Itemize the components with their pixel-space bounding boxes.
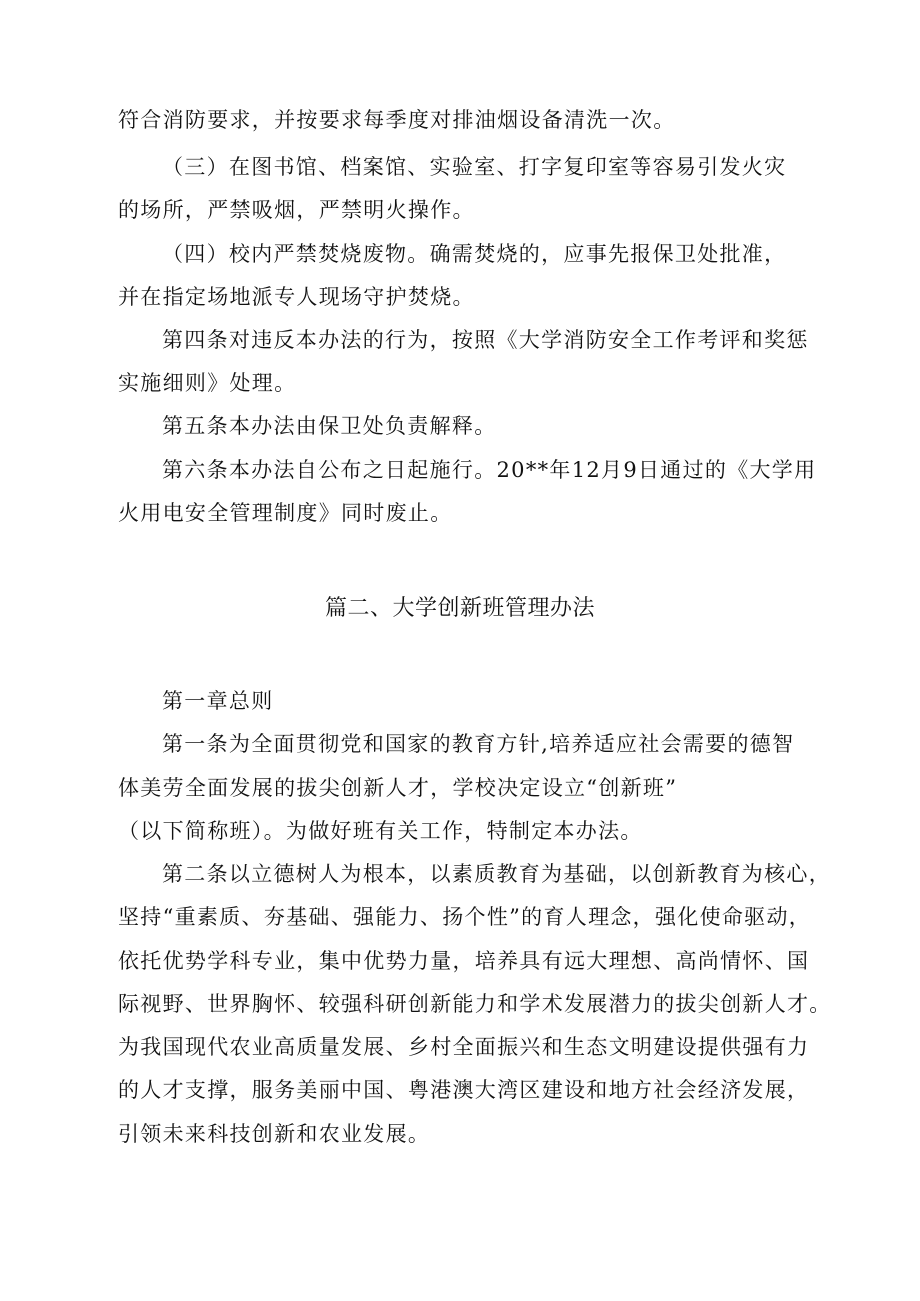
article-two-line: 引领未来科技创新和农业发展。 [118,1122,431,1146]
article-six-line: 第六条本办法自公布之日起施行。20**年12月9日通过的《大学用 [162,458,817,482]
item-four-line: 并在指定场地派专人现场守护焚烧。 [118,285,475,309]
chapter-heading: 第一章总则 [162,689,274,713]
article-two-line: 为我国现代农业高质量发展、乡村全面振兴和生态文明建设提供强有力 [118,1035,810,1059]
article-two-line: 坚持“重素质、夯基础、强能力、扬个性”的育人理念，强化使命驱动， [118,905,812,929]
article-four-line: 实施细则》处理。 [118,371,297,395]
item-four-line: （四）校内严禁焚烧废物。确需焚烧的，应事先报保卫处批准， [162,242,787,266]
article-four-line: 第四条对违反本办法的行为，按照《大学消防安全工作考评和奖惩 [162,328,809,352]
article-one-line: 第一条为全面贯彻党和国家的教育方针,培养适应社会需要的德智 [162,732,795,756]
article-one-line: （以下简称班）。为做好班有关工作，特制定本办法。 [118,819,643,843]
article-two-line: 第二条以立德树人为根本，以素质教育为基础，以创新教育为核心， [162,862,831,886]
item-three-line: （三）在图书馆、档案馆、实验室、打字复印室等容易引发火灾 [162,155,787,179]
paragraph-line: 符合消防要求，并按要求每季度对排油烟设备清洗一次。 [118,108,676,132]
article-two-line: 的人才支撑，服务美丽中国、粤港澳大湾区建设和地方社会经济发展， [118,1078,810,1102]
article-two-line: 依托优势学科专业，集中优势力量，培养具有远大理想、高尚情怀、国 [118,949,810,973]
article-two-line: 际视野、世界胸怀、较强科研创新能力和学术发展潜力的拔尖创新人才。 [118,992,832,1016]
article-five-line: 第五条本办法由保卫处负责解释。 [162,414,497,438]
article-one-line: 体美劳全面发展的拔尖创新人才，学校决定设立“创新班” [118,776,678,800]
article-six-line: 火用电安全管理制度》同时废止。 [118,501,453,525]
item-three-line: 的场所，严禁吸烟，严禁明火操作。 [118,198,475,222]
section-title: 篇二、大学创新班管理办法 [324,596,595,621]
